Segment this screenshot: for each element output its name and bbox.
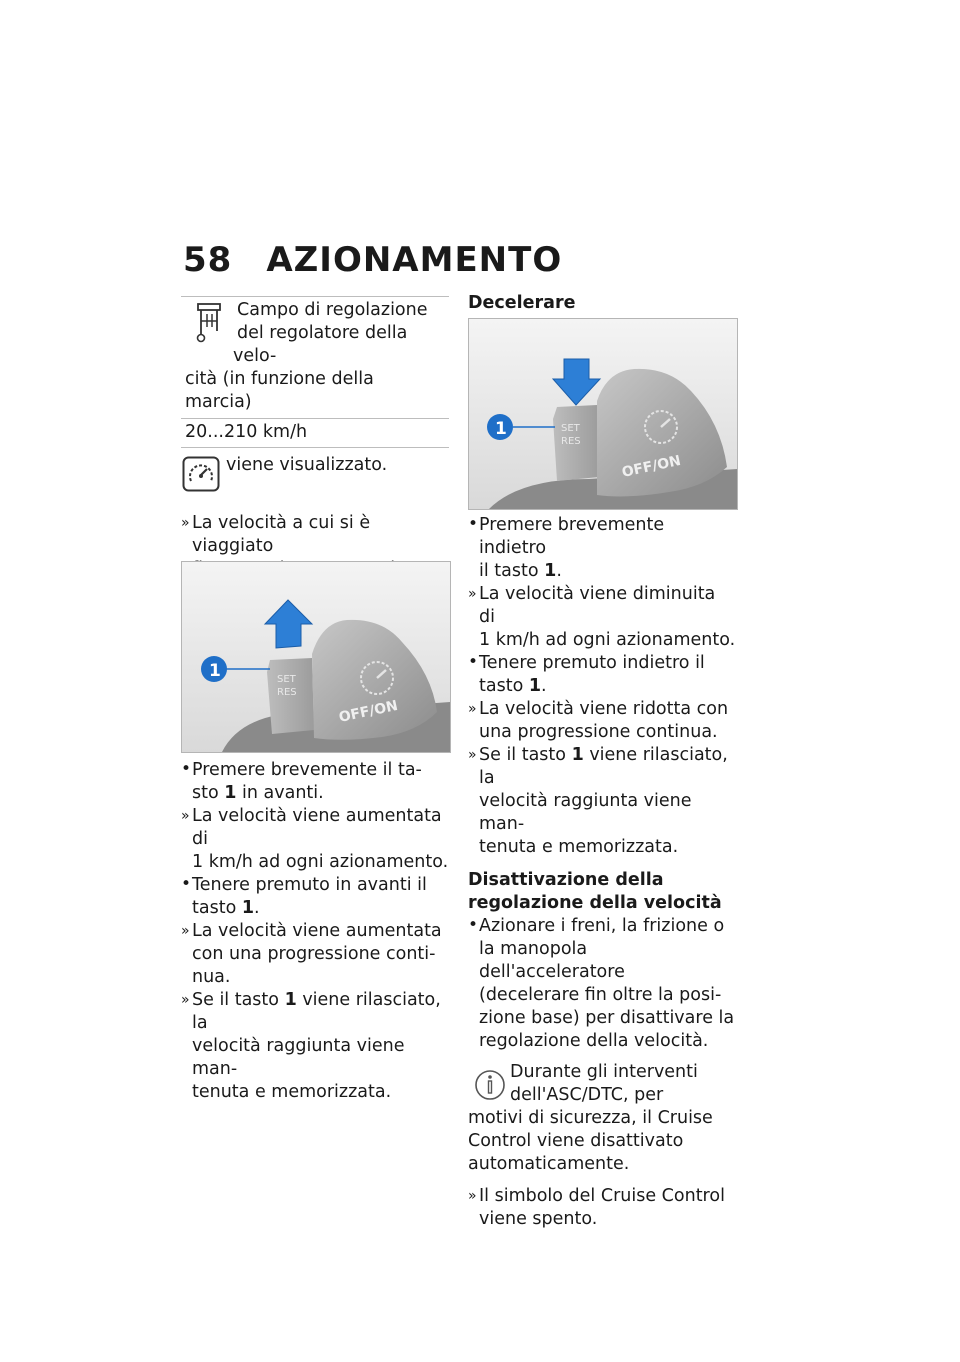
text-line: La velocità viene aumentata di [192,806,442,849]
text-line: Control viene disattivato [468,1131,684,1151]
text-line: La velocità viene aumentata [192,921,442,941]
spec-value: 20...210 km/h [181,418,449,447]
right-column [468,292,736,315]
button-label-set: SET [561,423,580,434]
spec-label-row [181,297,449,418]
result-marker: » [181,992,190,1008]
page-title: AZIONAMENTO [266,240,563,280]
result-marker: » [468,747,477,763]
spec-label-line-3: cità (in funzione della marcia) [185,369,374,412]
text-line: zione base) per disattivare la [479,1008,735,1028]
bullet-marker: • [468,652,479,672]
bullet-marker: • [181,874,192,894]
bullet-marker: • [468,514,479,534]
heading-line: Disattivazione della [468,870,664,890]
spec-table [181,296,449,448]
left-column-steps [181,759,449,1104]
text-line: 1 km/h ad ogni azionamento. [479,630,736,650]
text-line: tenuta e memorizzata. [479,837,679,857]
button-ref: 1 [528,676,542,696]
text-line: Se il tasto [479,745,572,765]
text-line: viene spento. [479,1209,598,1229]
button-label-res: RES [561,436,581,447]
bullet-item [468,514,736,583]
text-line: in avanti. [236,783,324,803]
info-icon [474,1065,506,1105]
text-line: sto [192,783,225,803]
text-line: tenuta e memorizzata. [192,1082,392,1102]
text-line: con una progressione conti- [192,944,436,964]
speed-gauge-icon [193,301,227,345]
button-label-set: SET [277,674,296,685]
heading-line: regolazione della velocità [468,893,722,913]
text-line: . [541,676,547,696]
result-marker: » [181,923,190,939]
button-ref: 1 [544,561,557,581]
text-line: Premere brevemente il ta- [192,760,422,780]
bullet-marker: • [181,759,192,779]
result-item [468,583,736,652]
spec-label-line-2: del regolatore della velo- [233,323,408,366]
text-line: La velocità a cui si è viaggiato [192,513,371,556]
text-line: viene rilasciato, la [192,990,441,1033]
text-line: tasto [192,898,242,918]
text-line: automaticamente. [468,1154,630,1174]
result-marker: » [181,515,190,531]
result-marker: » [468,701,477,717]
bullet-marker: • [468,915,479,935]
text-line: (decelerare fin oltre la posi- [479,985,722,1005]
text-line: una progressione continua. [479,722,718,742]
text-line: 1 km/h ad ogni azionamento. [192,852,449,872]
text-line: La velocità viene diminuita di [479,584,716,627]
result-marker: » [468,586,477,602]
section-heading-decelerate: Decelerare [468,293,576,313]
page-number: 58 [183,240,233,280]
right-column-steps [468,514,736,1231]
button-ref: 1 [224,783,237,803]
result-item [468,1185,736,1231]
lever-label: OFF/ON [337,697,400,726]
text-line: velocità raggiunta viene man- [192,1036,405,1079]
button-ref: 1 [571,745,584,765]
text-line: . [556,561,562,581]
callout-number: 1 [495,419,507,439]
figure-accelerate [181,561,451,753]
text-line: Durante gli interventi [510,1062,698,1082]
bullet-item [181,759,449,805]
text-line: motivi di sicurezza, il Cruise [468,1108,713,1128]
callout-number: 1 [209,661,221,681]
text-line: Se il tasto [192,990,285,1010]
spec-label-line-1: Campo di regolazione [237,300,428,320]
result-item [468,744,736,859]
lever-label: OFF/ON [620,452,683,481]
text-line: viene rilasciato, la [479,745,728,788]
text-line: Tenere premuto indietro il [479,653,705,673]
text-line: regolazione della velocità. [479,1031,709,1051]
text-line: Tenere premuto in avanti il [192,875,427,895]
text-line: . [254,898,260,918]
text-line: dell'ASC/DTC, per [510,1085,664,1105]
text-line: Premere brevemente indietro [479,515,665,558]
text-line: Il simbolo del Cruise Control [479,1186,725,1206]
text-line: la manopola dell'acceleratore [479,939,625,982]
text-line: La velocità viene ridotta con [479,699,729,719]
bullet-item [468,915,736,1053]
cruise-control-indicator-icon [182,456,220,492]
text-line: Azionare i freni, la frizione o [479,916,725,936]
bullet-item [181,874,449,920]
button-ref: 1 [284,990,297,1010]
display-text: viene visualizzato. [226,455,388,475]
text-line: velocità raggiunta viene man- [479,791,692,834]
figure-decelerate [468,318,738,510]
text-line: il tasto [479,561,545,581]
result-item [181,920,449,989]
display-note [181,454,449,494]
result-item [181,989,449,1104]
text-line: tasto [479,676,529,696]
button-label-res: RES [277,687,297,698]
result-item [181,805,449,874]
result-marker: » [468,1188,477,1204]
text-line: nua. [192,967,231,987]
result-item [468,698,736,744]
section-heading-deactivation [468,869,736,915]
bullet-item [468,652,736,698]
result-marker: » [181,808,190,824]
page-header [183,240,562,280]
info-note [468,1061,736,1176]
button-ref: 1 [241,898,255,918]
